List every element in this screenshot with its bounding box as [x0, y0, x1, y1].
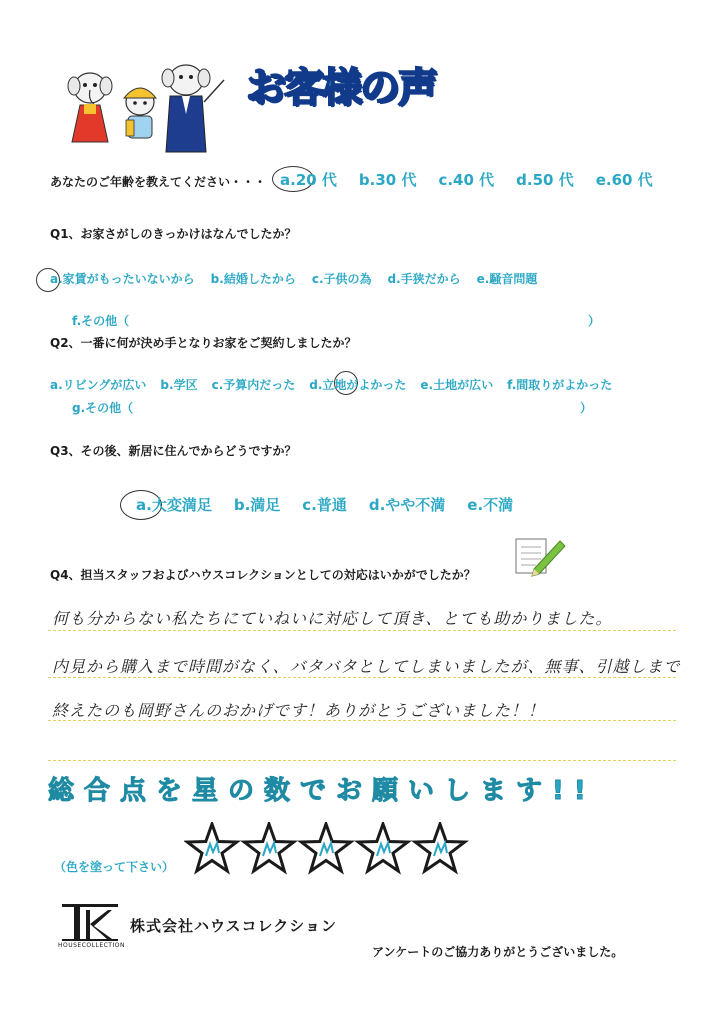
age-option-b[interactable]: b.30 代	[358, 171, 417, 189]
answer-rule	[48, 677, 676, 678]
q1-options	[50, 270, 537, 287]
q4-answer-line-1: 何も分からない私たちにていねいに対応して頂き、とても助かりました。	[52, 609, 613, 628]
age-option-e[interactable]: e.60 代	[595, 171, 653, 189]
q1-option-c[interactable]: c.子供の為	[311, 272, 372, 286]
rating-note: （色を塗って下さい）	[54, 860, 175, 874]
q3-option-c[interactable]: c.普通	[302, 496, 347, 514]
q4-question: Q4、担当スタッフおよびハウスコレクションとしての対応はいかがでしたか？	[50, 568, 476, 582]
age-option-d[interactable]: d.50 代	[516, 171, 574, 189]
q1-question: Q1、お家さがしのきっかけはなんでしたか？	[50, 227, 297, 241]
q1-other-close: ）	[588, 314, 601, 328]
q2-option-d[interactable]: d.立地がよかった	[309, 378, 407, 392]
page-title: お客様の声	[246, 65, 436, 111]
q1-other-label[interactable]: f.その他（	[72, 314, 130, 328]
answer-rule	[48, 720, 676, 721]
q2-options	[50, 376, 612, 393]
company-logo-text: HOUSECOLLECTION	[58, 942, 125, 949]
company-name: 株式会社ハウスコレクション	[130, 917, 337, 935]
rating-banner: 総合点を星の数でお願いします!!	[48, 776, 596, 806]
q3-option-d[interactable]: d.やや不満	[368, 496, 446, 514]
q2-option-a[interactable]: a.リビングが広い	[50, 378, 147, 392]
answer-rule	[48, 760, 676, 761]
q2-question: Q2、一番に何が決め手となりお家をご契約しましたか？	[50, 336, 357, 350]
age-options	[280, 169, 653, 190]
q4-answer-line-2: 内見から購入まで時間がなく、バタバタとしてしまいましたが、無事、引越しまで	[52, 657, 681, 676]
q2-option-f[interactable]: f.間取りがよかった	[507, 378, 613, 392]
q2-option-e[interactable]: e.土地が広い	[420, 378, 494, 392]
q3-option-b[interactable]: b.満足	[233, 496, 281, 514]
mascot-illustration	[58, 60, 228, 155]
q1-option-e[interactable]: e.騒音問題	[476, 272, 538, 286]
memo-pencil-icon	[512, 535, 568, 577]
q1-option-b[interactable]: b.結婚したから	[210, 272, 296, 286]
q4-answer-line-3: 終えたのも岡野さんのおかげです！ありがとうございました！！	[52, 701, 546, 720]
q3-options	[136, 494, 513, 515]
q2-other-close: ）	[580, 401, 593, 415]
q2-other-label[interactable]: g.その他（	[72, 401, 134, 415]
star-rating[interactable]	[184, 822, 469, 878]
q3-question: Q3、その後、新居に住んでからどうですか？	[50, 444, 297, 458]
age-question: あなたのご年齢を教えてください・・・	[50, 175, 267, 189]
q1-option-a[interactable]: a.家賃がもったいないから	[50, 272, 195, 286]
q2-option-b[interactable]: b.学区	[160, 378, 198, 392]
answer-rule	[48, 630, 676, 631]
q1-option-d[interactable]: d.手狭だから	[387, 272, 461, 286]
age-option-c[interactable]: c.40 代	[438, 171, 495, 189]
q2-option-c[interactable]: c.予算内だった	[211, 378, 296, 392]
thanks-message: アンケートのご協力ありがとうございました。	[372, 945, 624, 959]
q3-option-a[interactable]: a.大変満足	[136, 496, 212, 514]
age-option-a[interactable]: a.20 代	[280, 171, 337, 189]
q3-option-e[interactable]: e.不満	[467, 496, 514, 514]
